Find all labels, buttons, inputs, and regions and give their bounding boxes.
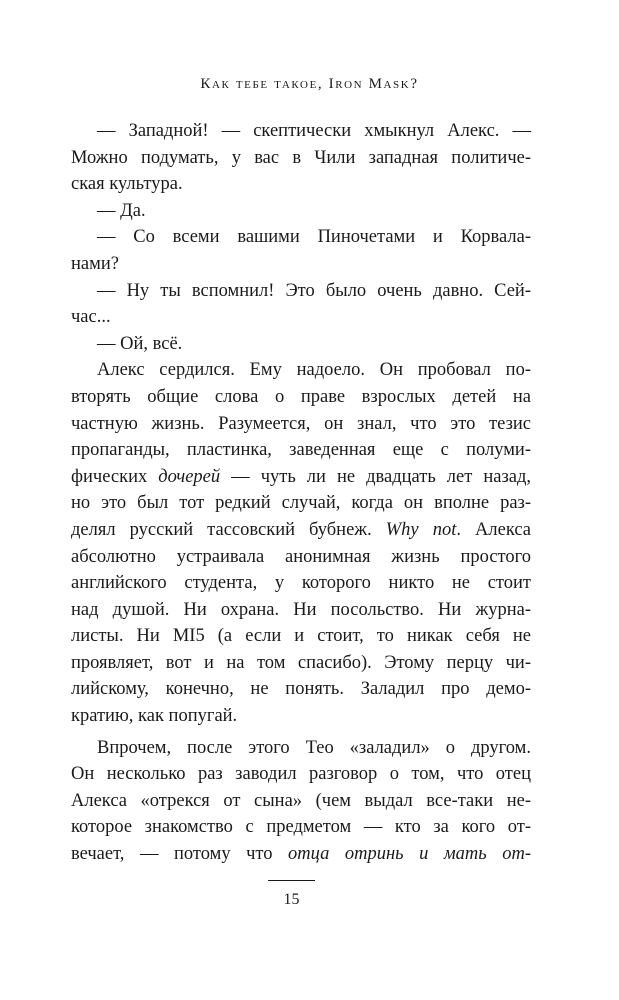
text-line: — Ну ты вспомнил! Это было очень давно. Сей- xyxy=(97,280,531,301)
text-line: — Ой, всё. xyxy=(97,333,183,354)
text-line: Алекса «отрекся от сына» (чем выдал все-таки не- xyxy=(71,790,531,811)
text-run: . Алекса xyxy=(456,519,532,540)
text-line: но это был тот редкий случай, когда он вполне раз- xyxy=(71,493,531,514)
italic-run: Why not xyxy=(385,519,457,540)
italic-run: отца отринь и мать от- xyxy=(288,844,532,865)
text-line xyxy=(71,517,531,544)
text-run: фических xyxy=(71,466,159,487)
text-line: Он несколько раз заводил разговор о том, что отец xyxy=(71,764,531,785)
footer-rule xyxy=(268,880,315,881)
text-line: листы. Ни MI5 (а если и стоит, то никак себя не xyxy=(71,626,531,647)
text-line: нами? xyxy=(71,253,119,274)
text-line: которое знакомство с предметом — кто за кого от- xyxy=(71,817,531,838)
text-line: час... xyxy=(71,307,111,328)
body-text xyxy=(71,118,531,868)
text-line: вторять общие слова о праве взрослых детей на xyxy=(71,386,531,407)
text-line: пропаганды, пластинка, заведенная еще с полуми- xyxy=(71,440,531,461)
text-run: вечает, — потому что xyxy=(71,844,289,865)
page-number: 15 xyxy=(283,891,300,908)
text-line: проявляет, вот и на том спасибо). Этому перцу чи- xyxy=(71,652,531,673)
italic-run: дочерей xyxy=(158,466,221,487)
text-line: — Западной! — скептически хмыкнул Алекс. — xyxy=(97,121,531,141)
text-line: — Со всеми вашими Пиночетами и Корвала- xyxy=(97,227,531,248)
text-line: Можно подумать, у вас в Чили западная политиче- xyxy=(71,147,531,168)
text-line: лийскому, конечно, не понять. Заладил про демо- xyxy=(71,679,531,700)
text-line: над душой. Ни охрана. Ни посольство. Ни журна- xyxy=(71,599,531,620)
text-line: частную жизнь. Разумеется, он знал, что это тезис xyxy=(71,413,531,434)
text-line: абсолютно устраивала анонимная жизнь простого xyxy=(71,546,531,567)
text-line: Впрочем, после этого Тео «заладил» о другом. xyxy=(97,737,531,758)
text-line: кратию, как попугай. xyxy=(71,706,238,727)
text-line xyxy=(71,464,531,491)
text-line: английского студента, у которого никто не стоит xyxy=(71,573,531,594)
text-line: — Да. xyxy=(97,200,146,221)
text-run: — чуть ли не двадцать лет назад, xyxy=(220,466,532,487)
running-head: Как тебе такое, Iron Mask? xyxy=(200,76,419,92)
text-line xyxy=(71,841,531,868)
text-run: делял русский тассовский бубнеж. xyxy=(71,519,386,540)
text-line: ская культура. xyxy=(71,174,183,195)
text-line: Алекс сердился. Ему надоело. Он пробовал по- xyxy=(97,360,531,381)
